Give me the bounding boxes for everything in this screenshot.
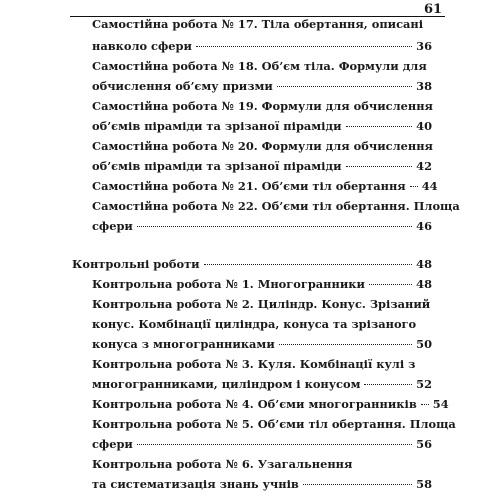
toc-entry-text: Самостійна робота № 18. Об’єм тіла. Формули для [92,59,427,73]
toc-page-number: 56 [416,437,432,451]
dot-leader [346,165,413,167]
toc-entry-text: Контрольна робота № 6. Узагальнення [92,457,353,471]
toc-entry-21 [92,176,438,196]
toc-page-number: 58 [416,477,432,491]
toc-entry-text: Контрольна робота № 2. Циліндр. Конус. Зрізаний [92,297,431,311]
dot-leader [421,403,429,405]
toc-control-1 [92,274,432,294]
toc-entry-text: Самостійна робота № 17. Тіла обертання, описані [92,17,424,31]
dot-leader [369,283,412,285]
toc-page-number: 48 [416,257,432,271]
toc-page-number: 36 [416,39,432,53]
toc-page-number: 48 [416,277,432,291]
toc-section-heading [72,254,432,274]
toc-page-number: 40 [416,119,432,133]
toc-entry-22-line2 [92,216,432,236]
toc-control-6-line2 [92,474,432,494]
toc-control-2-line2 [92,314,432,334]
dot-leader [303,483,412,485]
dot-leader [137,443,412,445]
toc-entry-22-line1 [92,196,460,216]
toc-entry-18-line2 [92,76,432,96]
toc-entry-text: обчислення об’єму призми [92,79,273,93]
toc-entry-text: сфери [92,437,133,451]
toc-entry-text: Самостійна робота № 20. Формули для обчислення [92,139,433,153]
dot-leader [196,45,412,47]
toc-entry-17-line2 [92,36,432,56]
toc-control-2-line1 [92,294,432,314]
toc-control-3-line2 [92,374,432,394]
toc-entry-17-line1 [92,14,432,34]
toc-control-2-line3 [92,334,432,354]
toc-control-3-line1 [92,354,432,374]
toc-entry-19-line1 [92,96,432,116]
toc-entry-text: навколо сфери [92,39,192,53]
toc-entry-19-line2 [92,116,432,136]
toc-page-number: 52 [416,377,432,391]
toc-section-title: Контрольні роботи [72,257,200,271]
toc-entry-text: Самостійна робота № 21. Об’єми тіл обертання [92,179,406,193]
toc-page-number: 44 [421,179,438,193]
toc-page-number: 42 [416,159,432,173]
toc-entry-text: многогранниками, циліндром і конусом [92,377,361,391]
dot-leader [364,383,412,385]
dot-leader [410,185,418,187]
toc-control-6-line1 [92,454,432,474]
toc-entry-20-line1 [92,136,432,156]
toc-entry-text: конуса з многогранниками [92,337,275,351]
toc-entry-text: конус. Комбінації циліндра, конуса та зрізаного [92,317,417,331]
toc-entry-text: сфери [92,219,133,233]
toc-entry-20-line2 [92,156,432,176]
toc-entry-text: та систематизація знань учнів [92,477,299,491]
toc-entry-text: Контрольна робота № 1. Многогранники [92,277,365,291]
toc-entry-text: об’ємів піраміди та зрізаної піраміди [92,159,342,173]
toc-page-number: 54 [432,397,449,411]
dot-leader [277,85,412,87]
toc-entry-text: об’ємів піраміди та зрізаної піраміди [92,119,342,133]
dot-leader [137,225,412,227]
toc-entry-text: Самостійна робота № 19. Формули для обчислення [92,99,433,113]
toc-entry-text: Контрольна робота № 4. Об’єми многогранників [92,397,417,411]
toc-control-4 [92,394,449,414]
toc-control-5-line2 [92,434,432,454]
toc-control-5-line1 [92,414,456,434]
page-number: 61 [424,2,443,17]
toc-page-number: 50 [416,337,432,351]
toc-entry-text: Контрольна робота № 5. Об’єми тіл обертання. Площа [92,417,456,431]
toc-entry-text: Контрольна робота № 3. Куля. Комбінації кулі з [92,357,416,371]
dot-leader [279,343,412,345]
toc-entry-text: Самостійна робота № 22. Об’єми тіл обертання. Площа [92,199,460,213]
toc-page-number: 38 [416,79,432,93]
toc-entry-18-line1 [92,56,432,76]
dot-leader [204,263,413,265]
dot-leader [346,125,413,127]
toc-page-number: 46 [416,219,432,233]
